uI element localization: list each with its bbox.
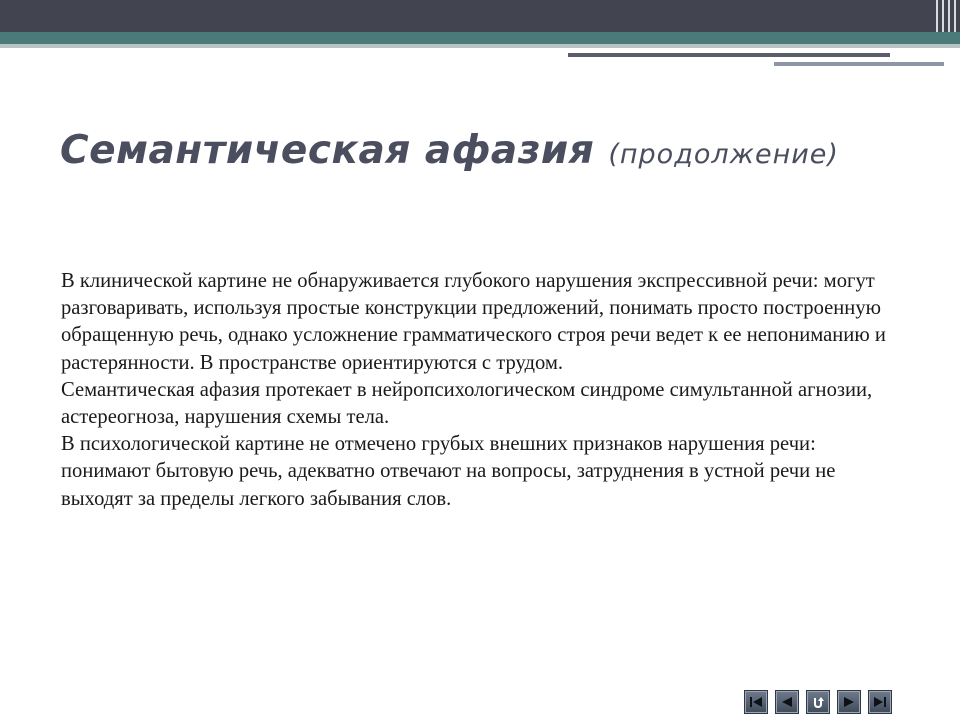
- arrow-left-icon: [780, 695, 794, 709]
- header-band-light: [0, 44, 960, 48]
- header-band-dark: [0, 0, 960, 32]
- slide-navigation: [744, 690, 892, 716]
- previous-slide-button[interactable]: [775, 690, 799, 714]
- arrow-right-icon: [842, 695, 856, 709]
- skip-forward-icon: [873, 695, 887, 709]
- body-paragraph: В клинической картине не обнаруживается глубокого нарушения экспрессивной речи: могут разговаривать, используя простые конструкции предложений, понимать просто построенную обращенную речь, однако усложнение грамматического строя речи ведет к ее непониманию и растерянности. В пространстве ориентируются с трудом.: [61, 270, 886, 374]
- slide-title-main: Семантическая афазия: [60, 128, 595, 173]
- header-stripes: [930, 0, 960, 32]
- body-paragraph: Семантическая афазия протекает в нейропсихологическом синдроме симультанной агнозии, астереогноза, нарушения схемы тела.: [61, 378, 873, 429]
- last-slide-button[interactable]: [868, 690, 892, 714]
- next-slide-button[interactable]: [837, 690, 861, 714]
- header-accent-bar: [568, 53, 890, 57]
- return-icon: [811, 695, 825, 709]
- slide-title: [60, 128, 920, 198]
- skip-back-icon: [749, 695, 763, 709]
- slide-body: [61, 268, 901, 513]
- body-paragraph: В психологической картине не отмечено грубых внешних признаков нарушения речи: понимают бытовую речь, адекватно отвечают на вопросы, затруднения в устной речи не выходят за пределы легкого забывания слов.: [61, 433, 836, 510]
- first-slide-button[interactable]: [744, 690, 768, 714]
- header-band-teal: [0, 32, 960, 44]
- slide-title-sub: (продолжение): [608, 139, 839, 170]
- header-accent-bar-secondary: [774, 62, 944, 66]
- return-button[interactable]: [806, 690, 830, 714]
